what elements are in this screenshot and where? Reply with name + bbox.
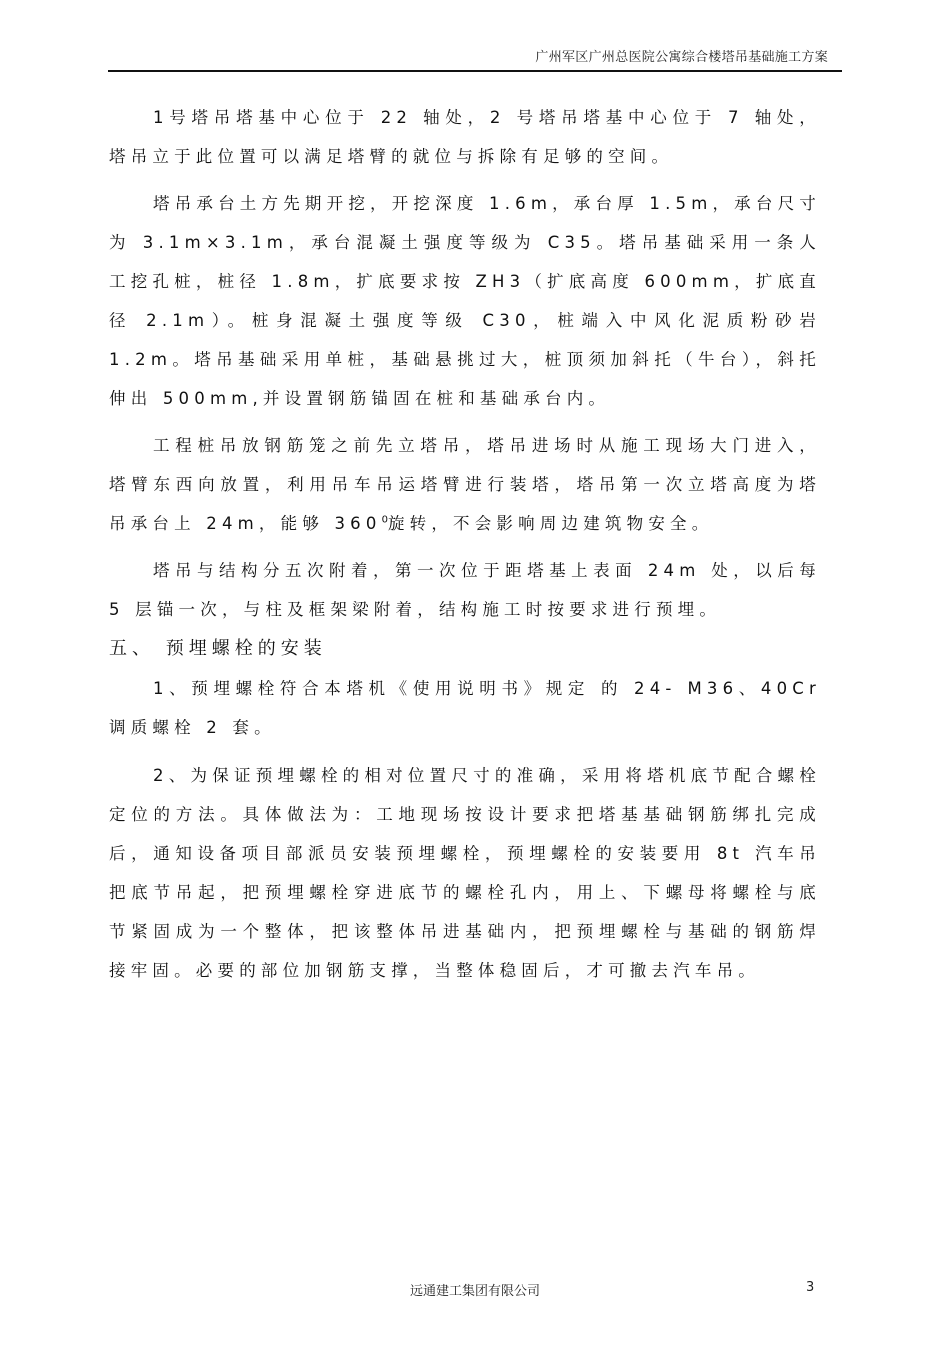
paragraph-tower-position: 1号塔吊塔基中心位于 22 轴处，2 号塔吊塔基中心位于 7 轴处，塔吊立于此位置可以满足塔臂的就位与拆除有足够的空间。 bbox=[109, 108, 821, 166]
erection-text-end: 旋转，不会影响周边建筑物安全。 bbox=[387, 514, 714, 533]
degree-superscript: 0 bbox=[381, 514, 388, 526]
header-rule bbox=[108, 70, 842, 72]
running-header: 广州军区广州总医院公寓综合楼塔吊基础施工方案 bbox=[535, 50, 828, 65]
paragraph-erection bbox=[109, 426, 821, 543]
document-body bbox=[109, 98, 821, 990]
page-number: 3 bbox=[806, 1280, 815, 1295]
section-heading: 五、 预埋螺栓的安装 bbox=[109, 638, 327, 659]
paragraph-foundation-spec: 塔吊承台土方先期开挖，开挖深度 1.6m，承台厚 1.5m，承台尺寸为 3.1m×3.1m，承台混凝土强度等级为 C35。塔吊基础采用一条人工挖孔桩，桩径 1.8m，扩底要求按 ZH3（扩底高度 600mm，扩底直径 2.1m）。桩身混凝土强度等级 C30，桩端入中风化泥质粉砂岩 1.2m。塔吊基础采用单桩，基础悬挑过大，桩顶须加斜托（牛台），斜托伸出 500mm,并设置钢筋锚固在桩和基础承台内。 bbox=[109, 194, 821, 408]
erection-text-start: 工程桩吊放钢筋笼之前先立塔吊，塔吊进场时从施工现场大门进入，塔臂东西向放置，利用吊车吊运塔臂进行装塔，塔吊第一次立塔高度为塔吊承台上 24m，能够 360 bbox=[109, 436, 821, 533]
paragraph-attachment: 塔吊与结构分五次附着，第一次位于距塔基上表面 24m 处，以后每 5 层锚一次，与柱及框架梁附着，结构施工时按要求进行预埋。 bbox=[109, 561, 821, 619]
paragraph-bolt-spec: 1、预埋螺栓符合本塔机《使用说明书》规定 的 24- M36、40Cr 调质螺栓 2 套。 bbox=[109, 679, 821, 737]
footer-company: 远通建工集团有限公司 bbox=[409, 1284, 540, 1299]
paragraph-bolt-method: 2、为保证预埋螺栓的相对位置尺寸的准确，采用将塔机底节配合螺栓定位的方法。具体做法为：工地现场按设计要求把塔基基础钢筋绑扎完成后，通知设备项目部派员安装预埋螺栓，预埋螺栓的安装要用 8t 汽车吊把底节吊起，把预埋螺栓穿进底节的螺栓孔内，用上、下螺母将螺栓与底节紧固成为一个整体，把该整体吊进基础内，把预埋螺栓与基础的钢筋焊接牢固。必要的部位加钢筋支撑，当整体稳固后，才可撤去汽车吊。 bbox=[109, 766, 821, 980]
